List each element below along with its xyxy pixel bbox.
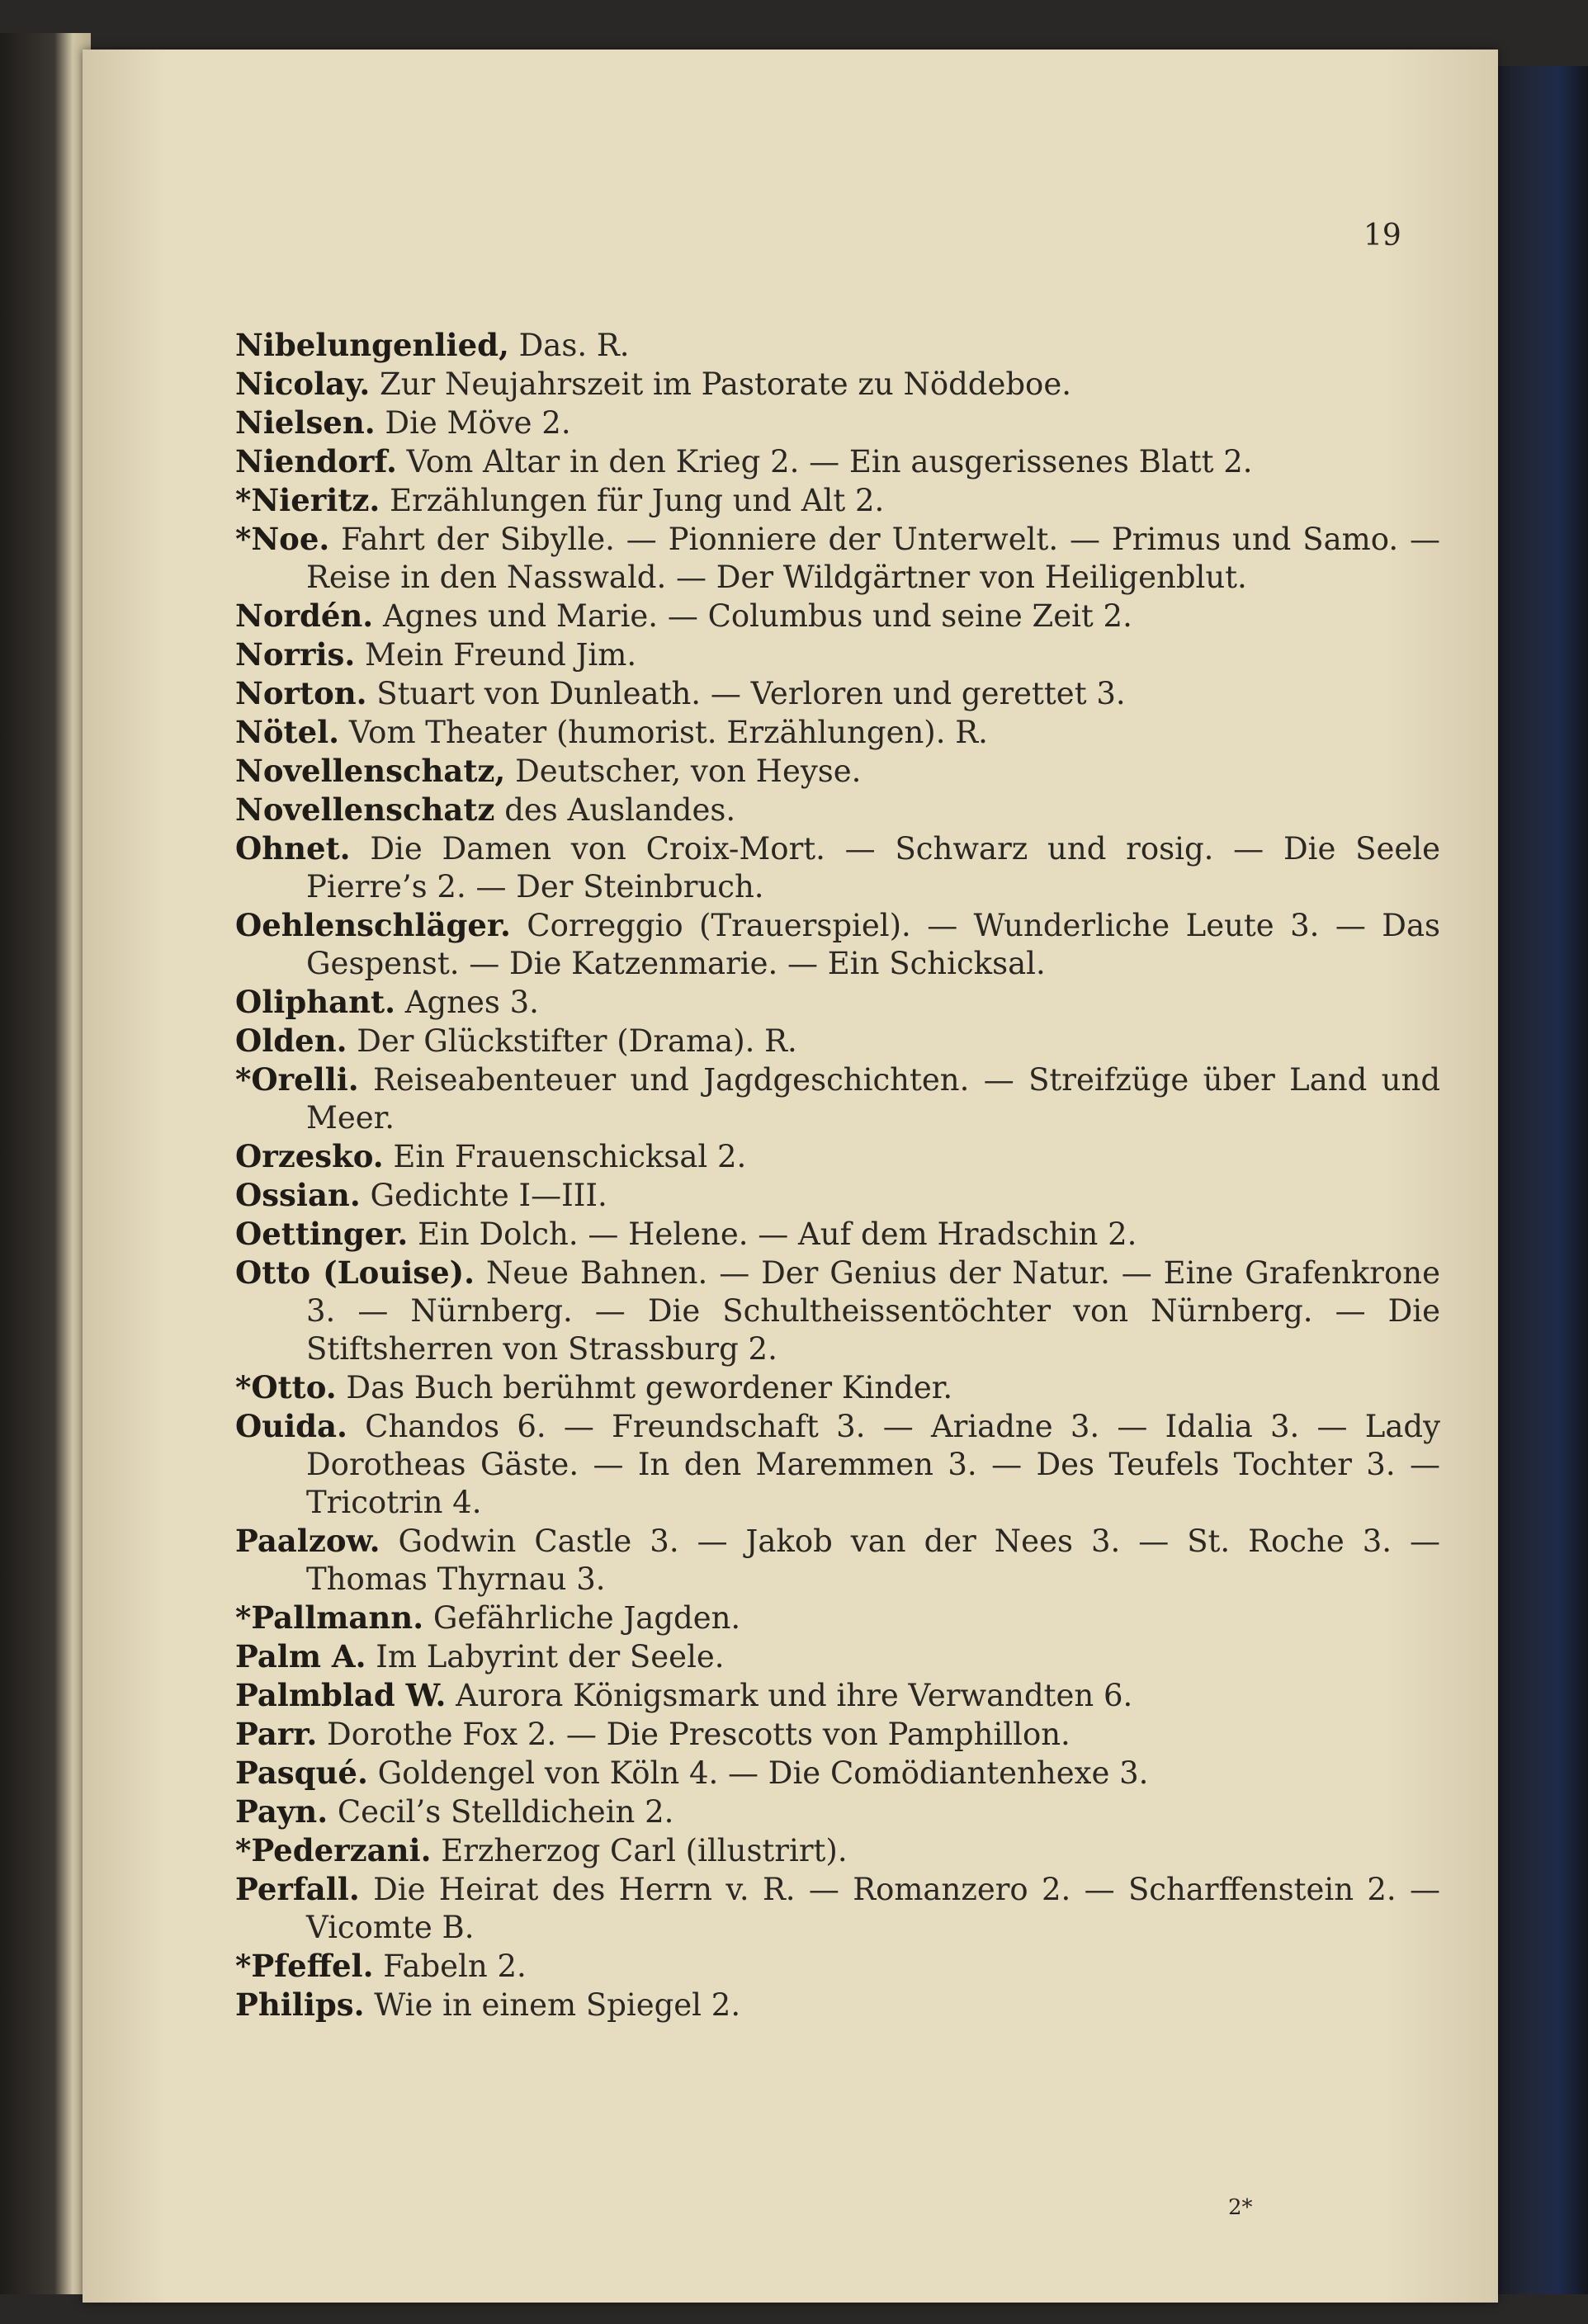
entry-author: Paalzow. — [235, 1523, 380, 1559]
catalog-entry — [235, 1754, 1440, 1793]
entry-titles: Gedichte I—III. — [360, 1178, 607, 1213]
catalog-entry — [235, 520, 1440, 597]
catalog-entry — [235, 1215, 1440, 1254]
entry-author: Palmblad W. — [235, 1677, 447, 1713]
catalog-entry — [235, 752, 1440, 791]
entry-titles: Im Labyrint der Seele. — [366, 1639, 725, 1675]
entry-titles: Ein Frauenschicksal 2. — [383, 1139, 747, 1174]
entry-author: *Pfeffel. — [235, 1948, 374, 1984]
entry-titles: Chandos 6. — Freundschaft 3. — Ariadne 3. — Idalia 3. — Lady Dorotheas Gäste. — In den Maremmen 3. — Des Teufels Tochter 3. — Tricotrin 4. — [306, 1409, 1440, 1520]
entry-titles: Das Buch berühmt gewordener Kinder. — [336, 1370, 953, 1405]
book-left-edge — [0, 33, 91, 2294]
entry-author: Ossian. — [235, 1177, 361, 1213]
entry-titles: Ein Dolch. — Helene. — Auf dem Hradschin 2. — [408, 1216, 1137, 1252]
catalog-entry — [235, 829, 1440, 906]
entry-author: *Pederzani. — [235, 1832, 432, 1868]
catalog-entries — [235, 326, 1440, 2024]
entry-author: Otto (Louise). — [235, 1254, 475, 1291]
entry-author: Norris. — [235, 636, 356, 673]
catalog-entry — [235, 906, 1440, 983]
catalog-entry — [235, 1522, 1440, 1599]
entry-titles: Die Möve 2. — [375, 405, 571, 441]
catalog-entry — [235, 1986, 1440, 2024]
entry-titles: Stuart von Dunleath. — Verloren und gerettet 3. — [366, 676, 1126, 711]
catalog-entry — [235, 1870, 1440, 1947]
entry-titles: Vom Altar in den Krieg 2. — Ein ausgerissenes Blatt 2. — [396, 444, 1253, 479]
entry-titles: Vom Theater (humorist. Erzählungen). R. — [339, 715, 988, 750]
entry-titles: des Auslandes. — [494, 792, 736, 828]
entry-author: Payn. — [235, 1793, 328, 1830]
entry-titles: Agnes und Marie. — Columbus und seine Zeit 2. — [373, 598, 1132, 634]
entry-author: Olden. — [235, 1023, 347, 1059]
entry-titles: Aurora Königsmark und ihre Verwandten 6. — [446, 1678, 1133, 1713]
entry-author: Orzesko. — [235, 1138, 384, 1174]
catalog-entry — [235, 404, 1440, 442]
catalog-entry — [235, 442, 1440, 481]
catalog-entry — [235, 326, 1440, 365]
entry-author: Oliphant. — [235, 984, 395, 1020]
entry-author: Ohnet. — [235, 830, 351, 867]
entry-author: Nordén. — [235, 598, 374, 634]
catalog-entry — [235, 1254, 1440, 1368]
catalog-entry — [235, 597, 1440, 635]
entry-titles: Godwin Castle 3. — Jakob van der Nees 3. — St. Roche 3. — Thomas Thyrnau 3. — [306, 1523, 1440, 1597]
entry-author: *Noe. — [235, 521, 330, 557]
entry-titles: Goldengel von Köln 4. — Die Comödiantenhexe 3. — [367, 1755, 1149, 1791]
entry-titles: Deutscher, von Heyse. — [505, 753, 862, 789]
entry-author: Nötel. — [235, 714, 340, 750]
entry-author: Pasqué. — [235, 1755, 368, 1791]
catalog-entry — [235, 481, 1440, 520]
catalog-entry — [235, 713, 1440, 752]
entry-author: Nielsen. — [235, 404, 376, 441]
entry-titles: Das. R. — [508, 328, 630, 363]
entry-author: *Orelli. — [235, 1061, 359, 1098]
catalog-entry — [235, 1137, 1440, 1176]
entry-author: Palm A. — [235, 1638, 366, 1675]
entry-author: Parr. — [235, 1716, 318, 1752]
entry-titles: Reiseabenteuer und Jagdgeschichten. — Streifzüge über Land und Meer. — [306, 1062, 1440, 1136]
catalog-entry — [235, 1793, 1440, 1831]
entry-author: *Pallmann. — [235, 1599, 424, 1636]
catalog-entry — [235, 1947, 1440, 1986]
catalog-entry — [235, 1176, 1440, 1215]
entry-author: *Nieritz. — [235, 482, 380, 518]
entry-author: Perfall. — [235, 1871, 360, 1907]
entry-titles: Correggio (Trauerspiel). — Wunderliche Leute 3. — Das Gespenst. — Die Katzenmarie. — Ein Schicksal. — [306, 908, 1440, 981]
entry-author: Nibelungenlied, — [235, 327, 509, 363]
entry-titles: Mein Freund Jim. — [355, 637, 637, 673]
entry-author: Philips. — [235, 1986, 365, 2023]
catalog-entry — [235, 674, 1440, 713]
catalog-entry — [235, 1599, 1440, 1637]
catalog-entry — [235, 365, 1440, 404]
entry-author: Novellenschatz, — [235, 753, 506, 789]
entry-titles: Der Glückstifter (Drama). R. — [347, 1023, 797, 1059]
entry-author: Nicolay. — [235, 366, 371, 402]
entry-author: Novellenschatz — [235, 791, 495, 828]
catalog-entry — [235, 1022, 1440, 1060]
entry-author: Niendorf. — [235, 443, 397, 479]
entry-titles: Zur Neujahrszeit im Pastorate zu Nöddeboe. — [370, 366, 1071, 402]
catalog-entry — [235, 983, 1440, 1022]
catalog-entry — [235, 1715, 1440, 1754]
entry-titles: Wie in einem Spiegel 2. — [364, 1987, 741, 2023]
catalog-entry — [235, 1831, 1440, 1870]
entry-titles: Erzählungen für Jung und Alt 2. — [380, 483, 885, 518]
entry-titles: Fahrt der Sibylle. — Pionniere der Unterwelt. — Primus und Samo. — Reise in den Nasswald. — Der Wildgärtner von Heiligenblut. — [306, 522, 1440, 595]
entry-author: Oettinger. — [235, 1216, 409, 1252]
book-cover-edge — [1492, 66, 1588, 2294]
entry-titles: Neue Bahnen. — Der Genius der Natur. — Eine Grafenkrone 3. — Nürnberg. — Die Schultheissentöchter von Nürnberg. — Die Stiftsherren von Strassburg 2. — [306, 1255, 1440, 1367]
entry-titles: Die Damen von Croix-Mort. — Schwarz und rosig. — Die Seele Pierre’s 2. — Der Steinbruch. — [306, 831, 1440, 905]
catalog-entry — [235, 1676, 1440, 1715]
entry-titles: Dorothe Fox 2. — Die Prescotts von Pamphillon. — [317, 1717, 1070, 1752]
entry-titles: Erzherzog Carl (illustrirt). — [431, 1833, 848, 1868]
entry-titles: Cecil’s Stelldichein 2. — [328, 1794, 674, 1830]
page-number: 19 — [1364, 219, 1401, 253]
entry-author: Oehlenschläger. — [235, 907, 511, 943]
entry-titles: Gefährliche Jagden. — [423, 1600, 741, 1636]
entry-titles: Die Heirat des Herrn v. R. — Romanzero 2. — Scharffenstein 2. — Vicomte B. — [306, 1872, 1440, 1945]
catalog-entry — [235, 1637, 1440, 1676]
entry-titles: Agnes 3. — [395, 985, 539, 1020]
catalog-entry — [235, 635, 1440, 674]
catalog-entry — [235, 1407, 1440, 1522]
entry-author: *Otto. — [235, 1369, 337, 1405]
book-page — [83, 50, 1498, 2303]
printer-signature: 2* — [1228, 2195, 1253, 2220]
catalog-entry — [235, 1060, 1440, 1137]
entry-author: Norton. — [235, 675, 367, 711]
catalog-entry — [235, 791, 1440, 829]
catalog-entry — [235, 1368, 1440, 1407]
entry-author: Ouida. — [235, 1408, 347, 1444]
entry-titles: Fabeln 2. — [373, 1948, 527, 1984]
